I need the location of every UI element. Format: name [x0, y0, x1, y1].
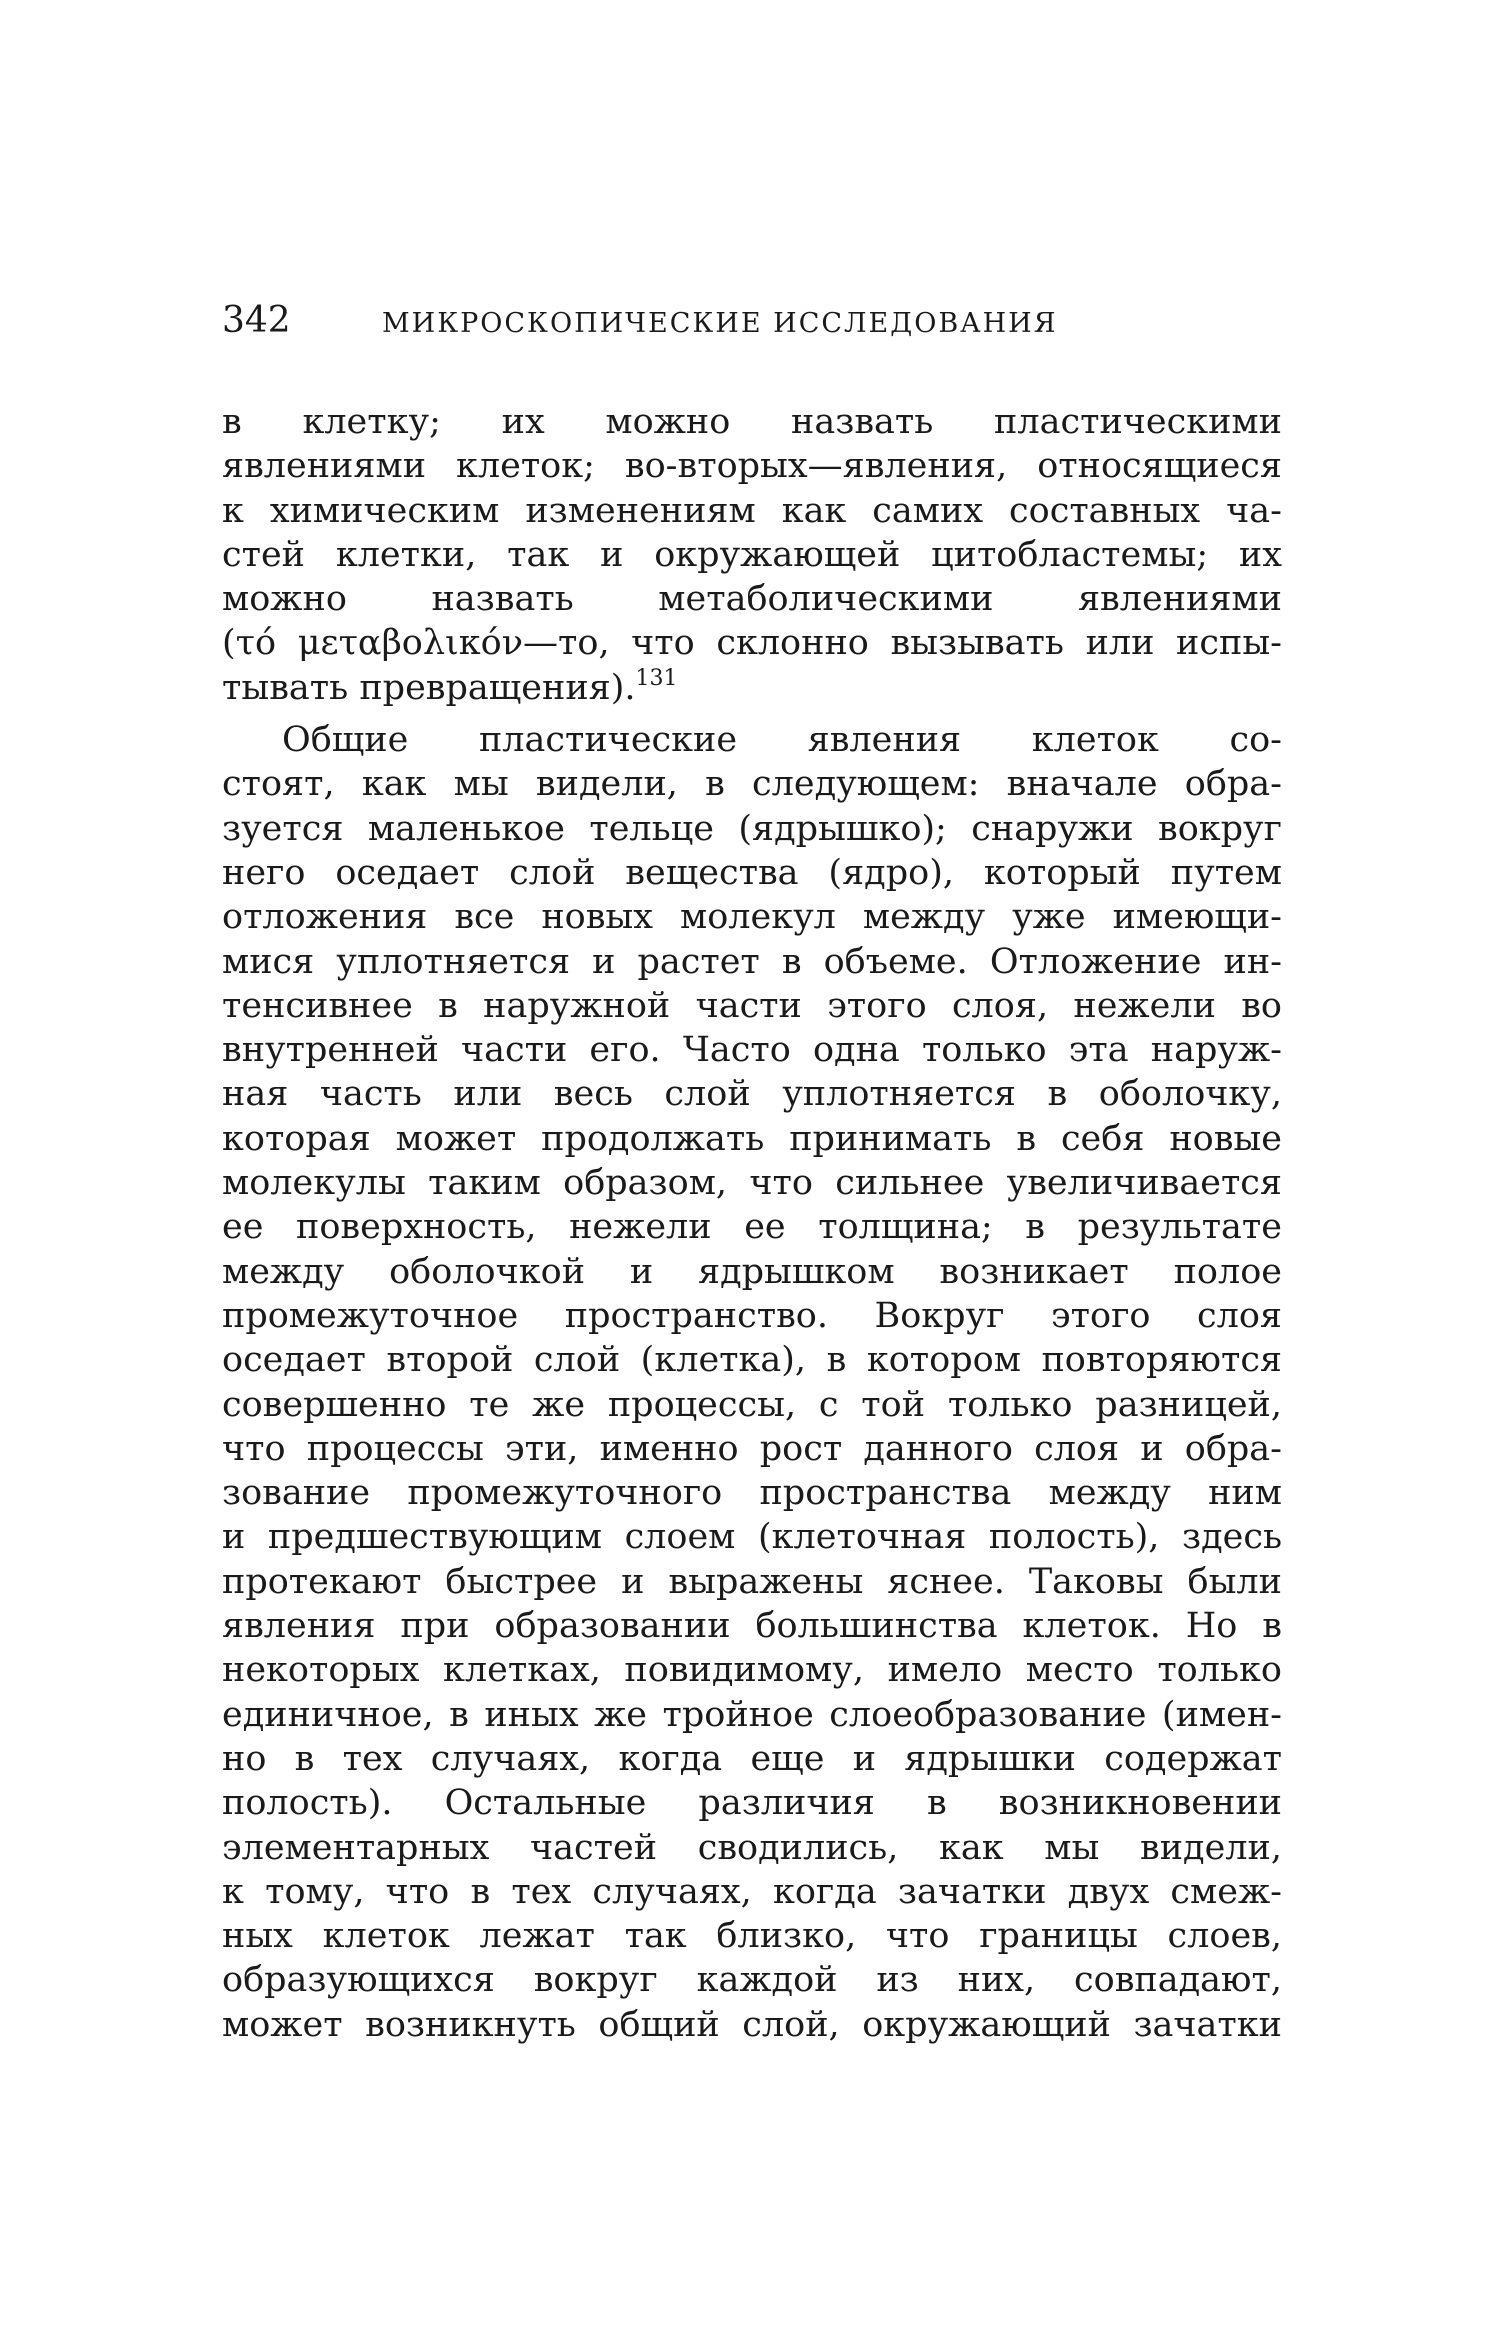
text-line: тенсивнее в наружной части этого слоя, нежели во: [222, 985, 1282, 1026]
running-title: МИКРОСКОПИЧЕСКИЕ ИССЛЕДОВАНИЯ: [382, 308, 1058, 339]
page-number: 342: [222, 300, 291, 341]
text-line: и предшествующим слоем (клеточная полость), здесь: [222, 1517, 1282, 1558]
text-line: совершенно те же процессы, с той только разницей,: [222, 1384, 1282, 1425]
text-line: зование промежуточного пространства между ним: [222, 1473, 1282, 1514]
text-line: зуется маленькое тельце (ядрышко); снаружи вокруг: [222, 808, 1282, 849]
text-line: можно назвать метаболическими явлениями: [222, 579, 1282, 620]
text-line: что процессы эти, именно рост данного слоя и обра-: [222, 1428, 1282, 1469]
text-line: но в тех случаях, когда еще и ядрышки содержат: [222, 1738, 1282, 1779]
text-line: явления при образовании большинства клеток. Но в: [222, 1606, 1282, 1647]
text-line: него оседает слой вещества (ядро), который путем: [222, 852, 1282, 893]
text-line: в клетку; их можно назвать пластическими: [222, 402, 1282, 442]
book-page: [222, 300, 1282, 2047]
text-line: ная часть или весь слой уплотняется в оболочку,: [222, 1074, 1282, 1115]
text-line: полость). Остальные различия в возникновении: [222, 1783, 1282, 1824]
paragraph-1: [222, 400, 1282, 710]
text-line: внутренней части его. Часто одна только эта наруж-: [222, 1030, 1282, 1071]
text-line: стоят, как мы видели, в следующем: вначале обра-: [222, 764, 1282, 805]
text-line: между оболочкой и ядрышком возникает полое: [222, 1251, 1282, 1292]
text-line: к тому, что в тех случаях, когда зачатки двух смеж-: [222, 1871, 1282, 1912]
text-line: которая может продолжать принимать в себя новые: [222, 1118, 1282, 1159]
text-line: промежуточное пространство. Вокруг этого слоя: [222, 1295, 1282, 1336]
text-line: стей клетки, так и окружающей цитобластемы; их: [222, 534, 1282, 575]
text-line: к химическим изменениям как самих составных ча-: [222, 490, 1282, 531]
text-line: единичное, в иных же тройное слоеобразование (имен-: [222, 1694, 1282, 1735]
text-line: ее поверхность, нежели ее толщина; в результате: [222, 1207, 1282, 1248]
text-line: молекулы таким образом, что сильнее увеличивается: [222, 1163, 1282, 1204]
text-line: оседает второй слой (клетка), в котором повторяются: [222, 1340, 1282, 1381]
text-line-first: Общие пластические явления клеток со-: [282, 720, 1282, 761]
text-line-content: тывать превращения).: [222, 667, 636, 708]
text-line: элементарных частей сводились, как мы видели,: [222, 1827, 1282, 1868]
footnote-reference: 131: [635, 665, 678, 691]
text-line: протекают быстрее и выражены яснее. Таковы были: [222, 1561, 1282, 1602]
text-line-last: [222, 666, 1282, 710]
text-line: явлениями клеток; во-вторых—явления, относящиеся: [222, 446, 1282, 487]
running-head: [222, 300, 1282, 360]
paragraph-2: [222, 718, 1282, 2047]
text-line: отложения все новых молекул между уже имеющи-: [222, 897, 1282, 938]
text-line: некоторых клетках, повидимому, имело место только: [222, 1650, 1282, 1691]
text-line: ных клеток лежат так близко, что границы слоев,: [222, 1916, 1282, 1957]
text-line: может возникнуть общий слой, окружающий зачатки: [222, 2004, 1282, 2045]
text-line: образующихся вокруг каждой из них, совпадают,: [222, 1960, 1282, 2001]
paragraph-gap: [222, 710, 1282, 718]
text-line: (τό μεταβολικόν—то, что склонно вызывать или испы-: [222, 623, 1282, 664]
text-line: мися уплотняется и растет в объеме. Отложение ин-: [222, 941, 1282, 982]
